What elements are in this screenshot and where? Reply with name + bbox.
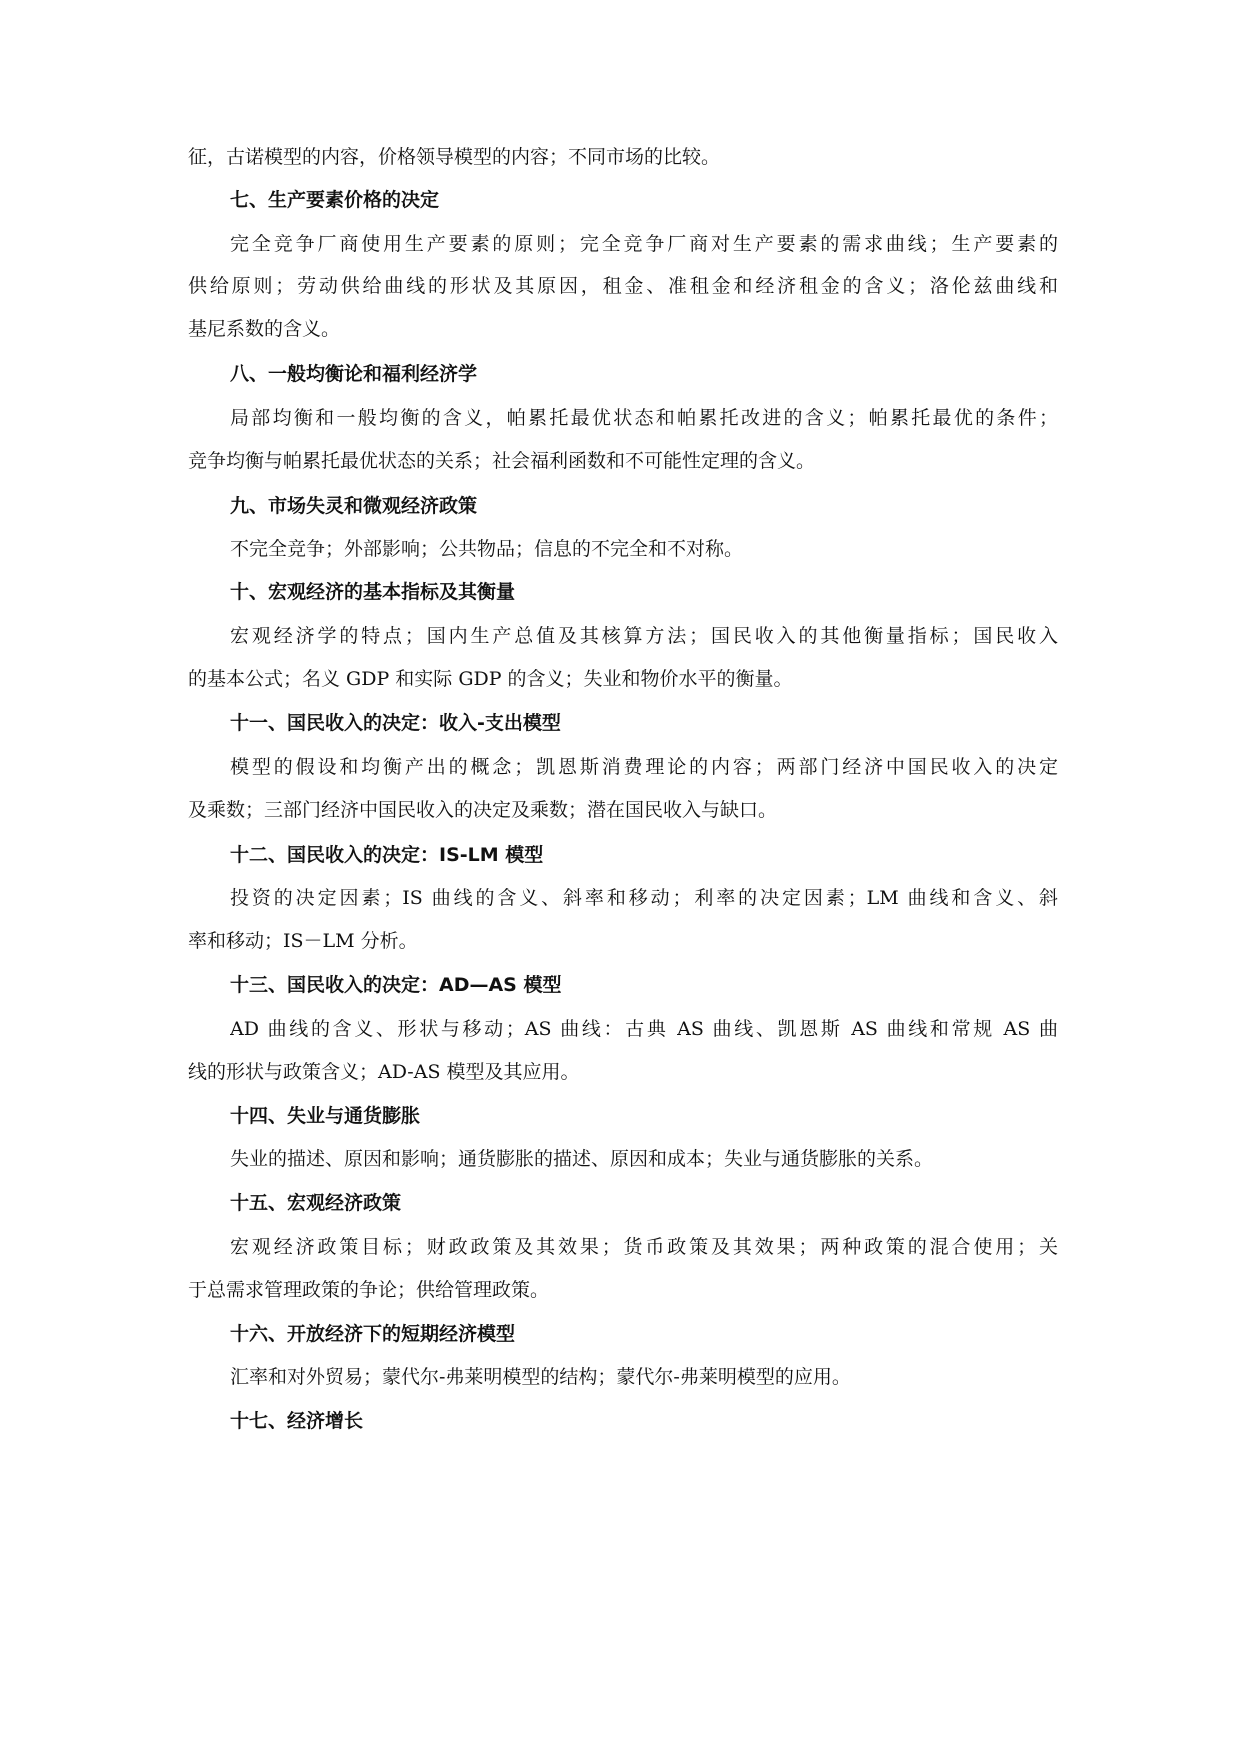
section-7-line-2: 供给原则；劳动供给曲线的形状及其原因，租金、准租金和经济租金的含义；洛伦兹曲线和 — [188, 275, 1058, 297]
continuation-line: 征，古诺模型的内容，价格领导模型的内容；不同市场的比较。 — [188, 146, 721, 168]
section-13-line-2: 线的形状与政策含义；AD-AS 模型及其应用。 — [188, 1061, 580, 1083]
section-16-line-1: 汇率和对外贸易；蒙代尔-弗莱明模型的结构；蒙代尔-弗莱明模型的应用。 — [230, 1366, 851, 1388]
section-heading-11: 十一、国民收入的决定：收入-支出模型 — [230, 712, 561, 734]
section-9-line-1: 不完全竞争；外部影响；公共物品；信息的不完全和不对称。 — [230, 538, 744, 560]
section-10-line-2: 的基本公式；名义 GDP 和实际 GDP 的含义；失业和物价水平的衡量。 — [188, 668, 793, 690]
section-13-line-1: AD 曲线的含义、形状与移动；AS 曲线：古典 AS 曲线、凯恩斯 AS 曲线和常规 AS 曲 — [230, 1018, 1058, 1040]
section-15-line-2: 于总需求管理政策的争论；供给管理政策。 — [188, 1279, 550, 1301]
section-8-line-1: 局部均衡和一般均衡的含义，帕累托最优状态和帕累托改进的含义；帕累托最优的条件； — [230, 407, 1058, 429]
section-14-line-1: 失业的描述、原因和影响；通货膨胀的描述、原因和成本；失业与通货膨胀的关系。 — [230, 1148, 934, 1170]
section-heading-12: 十二、国民收入的决定：IS-LM 模型 — [230, 844, 544, 866]
section-heading-9: 九、市场失灵和微观经济政策 — [230, 495, 478, 517]
section-heading-17: 十七、经济增长 — [230, 1410, 364, 1432]
section-15-line-1: 宏观经济政策目标；财政政策及其效果；货币政策及其效果；两种政策的混合使用；关 — [230, 1236, 1058, 1258]
section-12-line-1: 投资的决定因素；IS 曲线的含义、斜率和移动；利率的决定因素；LM 曲线和含义、斜 — [230, 887, 1058, 909]
section-heading-14: 十四、失业与通货膨胀 — [230, 1105, 421, 1127]
section-10-line-1: 宏观经济学的特点；国内生产总值及其核算方法；国民收入的其他衡量指标；国民收入 — [230, 625, 1058, 647]
section-7-line-3: 基尼系数的含义。 — [188, 318, 341, 340]
section-11-line-1: 模型的假设和均衡产出的概念；凯恩斯消费理论的内容；两部门经济中国民收入的决定 — [230, 756, 1058, 778]
section-12-line-2: 率和移动；IS－LM 分析。 — [188, 930, 418, 952]
section-7-line-1: 完全竞争厂商使用生产要素的原则；完全竞争厂商对生产要素的需求曲线；生产要素的 — [230, 233, 1058, 255]
section-heading-10: 十、宏观经济的基本指标及其衡量 — [230, 581, 516, 603]
section-heading-15: 十五、宏观经济政策 — [230, 1192, 402, 1214]
section-heading-8: 八、一般均衡论和福利经济学 — [230, 363, 478, 385]
section-heading-16: 十六、开放经济下的短期经济模型 — [230, 1323, 516, 1345]
section-heading-13: 十三、国民收入的决定：AD—AS 模型 — [230, 974, 562, 996]
section-heading-7: 七、生产要素价格的决定 — [230, 189, 440, 211]
section-11-line-2: 及乘数；三部门经济中国民收入的决定及乘数；潜在国民收入与缺口。 — [188, 799, 778, 821]
section-8-line-2: 竞争均衡与帕累托最优状态的关系；社会福利函数和不可能性定理的含义。 — [188, 450, 816, 472]
